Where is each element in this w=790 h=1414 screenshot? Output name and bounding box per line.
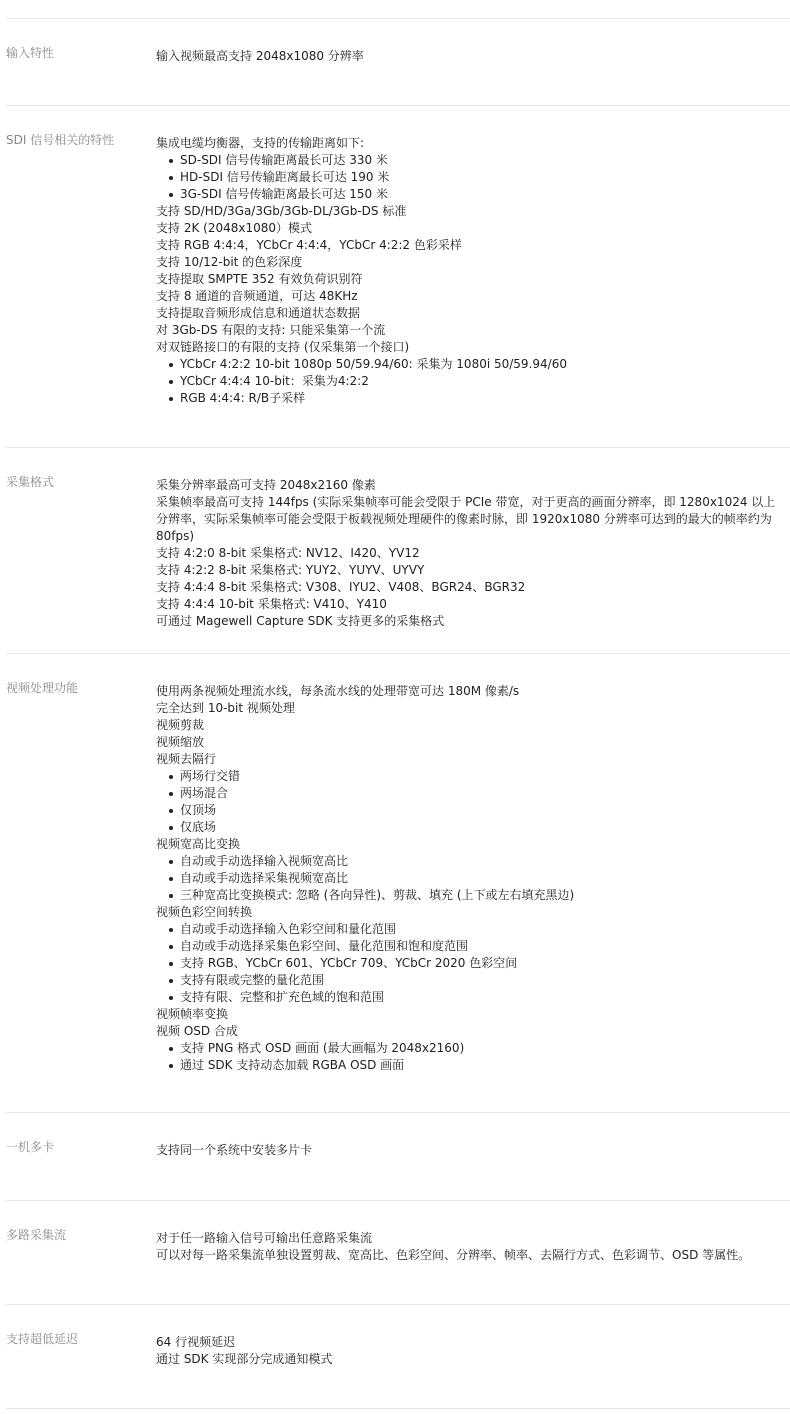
spec-line: 视频帧率变换 <box>156 1007 229 1021</box>
section-content-multi-card <box>156 1142 776 1159</box>
section-label-sdi: SDI 信号相关的特性 <box>6 133 115 147</box>
section-label-multi-card: 一机多卡 <box>6 1140 55 1154</box>
section-divider <box>6 1112 790 1113</box>
spec-line: 支持同一个系统中安装多片卡 <box>156 1143 313 1157</box>
spec-line: 视频缩放 <box>156 735 205 749</box>
spec-bullet: 自动或手动选择输入色彩空间和量化范围 <box>156 921 776 938</box>
spec-line: 支持 4:2:2 8-bit 采集格式: YUY2、YUYV、UYVY <box>156 563 425 577</box>
spec-line: 对于任一路输入信号可输出任意路采集流 <box>156 1231 373 1245</box>
spec-bullet: 自动或手动选择采集视频宽高比 <box>156 870 776 887</box>
spec-bullet: YCbCr 4:4:4 10-bit：采集为4:2:2 <box>156 373 776 390</box>
section-divider <box>6 1408 790 1409</box>
spec-line: 64 行视频延迟 <box>156 1335 236 1349</box>
section-content-multi-stream <box>156 1230 776 1264</box>
spec-line: 支持 4:4:4 8-bit 采集格式: V308、IYU2、V408、BGR24、BGR32 <box>156 580 526 594</box>
spec-bullet: HD-SDI 信号传输距离最长可达 190 米 <box>156 169 776 186</box>
spec-line: 支持 4:4:4 10-bit 采集格式: V410、Y410 <box>156 597 387 611</box>
spec-bullet: 支持有限或完整的量化范围 <box>156 972 776 989</box>
section-divider <box>6 653 790 654</box>
spec-line: 视频色彩空间转换 <box>156 905 253 919</box>
spec-bullet: RGB 4:4:4: R/B子采样 <box>156 390 776 407</box>
spec-line: 支持 RGB 4:4:4，YCbCr 4:4:4，YCbCr 4:2:2 色彩采样 <box>156 238 462 252</box>
spec-line: 支持提取音频形成信息和通道状态数据 <box>156 306 361 320</box>
spec-line: 对双链路接口的有限的支持 (仅采集第一个接口) <box>156 340 410 354</box>
spec-line: 支持 SD/HD/3Ga/3Gb/3Gb-DL/3Gb-DS 标准 <box>156 204 407 218</box>
section-content-input <box>156 48 776 65</box>
spec-bullet: 仅底场 <box>156 819 776 836</box>
spec-line: 可以对每一路采集流单独设置剪裁、宽高比、色彩空间、分辨率、帧率、去隔行方式、色彩调节、OSD 等属性。 <box>156 1248 751 1262</box>
spec-line: 集成电缆均衡器，支持的传输距离如下: <box>156 136 365 150</box>
section-label-video-processing: 视频处理功能 <box>6 681 79 695</box>
spec-bullet: YCbCr 4:2:2 10-bit 1080p 50/59.94/60: 采集为 1080i 50/59.94/60 <box>156 356 776 373</box>
spec-bullet: 3G-SDI 信号传输距离最长可达 150 米 <box>156 186 776 203</box>
spec-bullet: 支持有限、完整和扩充色域的饱和范围 <box>156 989 776 1006</box>
spec-line: 视频去隔行 <box>156 752 217 766</box>
spec-line: 支持 2K (2048x1080）模式 <box>156 221 312 235</box>
section-divider <box>6 18 790 19</box>
spec-bullet: 两场行交错 <box>156 768 776 785</box>
section-content-capture-format <box>156 477 776 630</box>
spec-bullet: 仅顶场 <box>156 802 776 819</box>
section-content-video-processing <box>156 683 776 1074</box>
spec-bullet: 自动或手动选择采集色彩空间、量化范围和饱和度范围 <box>156 938 776 955</box>
section-label-input: 输入特性 <box>6 46 55 60</box>
spec-bullet: 支持 RGB、YCbCr 601、YCbCr 709、YCbCr 2020 色彩空间 <box>156 955 776 972</box>
spec-line: 视频 OSD 合成 <box>156 1024 238 1038</box>
section-divider <box>6 447 790 448</box>
spec-bullet: SD-SDI 信号传输距离最长可达 330 米 <box>156 152 776 169</box>
section-divider <box>6 1200 790 1201</box>
section-content-low-latency <box>156 1334 776 1368</box>
spec-line: 采集帧率最高可支持 144fps (实际采集帧率可能会受限于 PCIe 带宽，对于更高的画面分辨率，即 1280x1024 以上分辨率，实际采集帧率可能会受限于板载视频处理硬件的像素时脉，即 1920x1080 分辨率可达到的最大的帧率约为 80fps) <box>156 495 776 543</box>
spec-line: 通过 SDK 实现部分完成通知模式 <box>156 1352 333 1366</box>
spec-line: 输入视频最高支持 2048x1080 分辨率 <box>156 49 364 63</box>
spec-bullet: 两场混合 <box>156 785 776 802</box>
spec-line: 支持提取 SMPTE 352 有效负荷识别符 <box>156 272 363 286</box>
section-content-sdi <box>156 135 776 407</box>
spec-line: 采集分辨率最高可支持 2048x2160 像素 <box>156 478 376 492</box>
section-divider <box>6 1304 790 1305</box>
spec-line: 支持 8 通道的音频通道，可达 48KHz <box>156 289 358 303</box>
section-label-multi-stream: 多路采集流 <box>6 1228 67 1242</box>
section-label-low-latency: 支持超低延迟 <box>6 1332 79 1346</box>
spec-bullet: 通过 SDK 支持动态加载 RGBA OSD 画面 <box>156 1057 776 1074</box>
spec-line: 支持 4:2:0 8-bit 采集格式: NV12、I420、YV12 <box>156 546 420 560</box>
spec-line: 对 3Gb-DS 有限的支持: 只能采集第一个流 <box>156 323 386 337</box>
spec-line: 使用两条视频处理流水线，每条流水线的处理带宽可达 180M 像素/s <box>156 684 520 698</box>
spec-line: 视频宽高比变换 <box>156 837 241 851</box>
spec-line: 完全达到 10-bit 视频处理 <box>156 701 295 715</box>
section-divider <box>6 105 790 106</box>
spec-bullet: 支持 PNG 格式 OSD 画面 (最大画幅为 2048x2160) <box>156 1040 776 1057</box>
spec-line: 支持 10/12-bit 的色彩深度 <box>156 255 303 269</box>
spec-line: 可通过 Magewell Capture SDK 支持更多的采集格式 <box>156 614 445 628</box>
spec-line: 视频剪裁 <box>156 718 205 732</box>
section-label-capture-format: 采集格式 <box>6 475 55 489</box>
spec-bullet: 三种宽高比变换模式: 忽略 (各向异性)、剪裁、填充 (上下或左右填充黑边) <box>156 887 776 904</box>
spec-bullet: 自动或手动选择输入视频宽高比 <box>156 853 776 870</box>
